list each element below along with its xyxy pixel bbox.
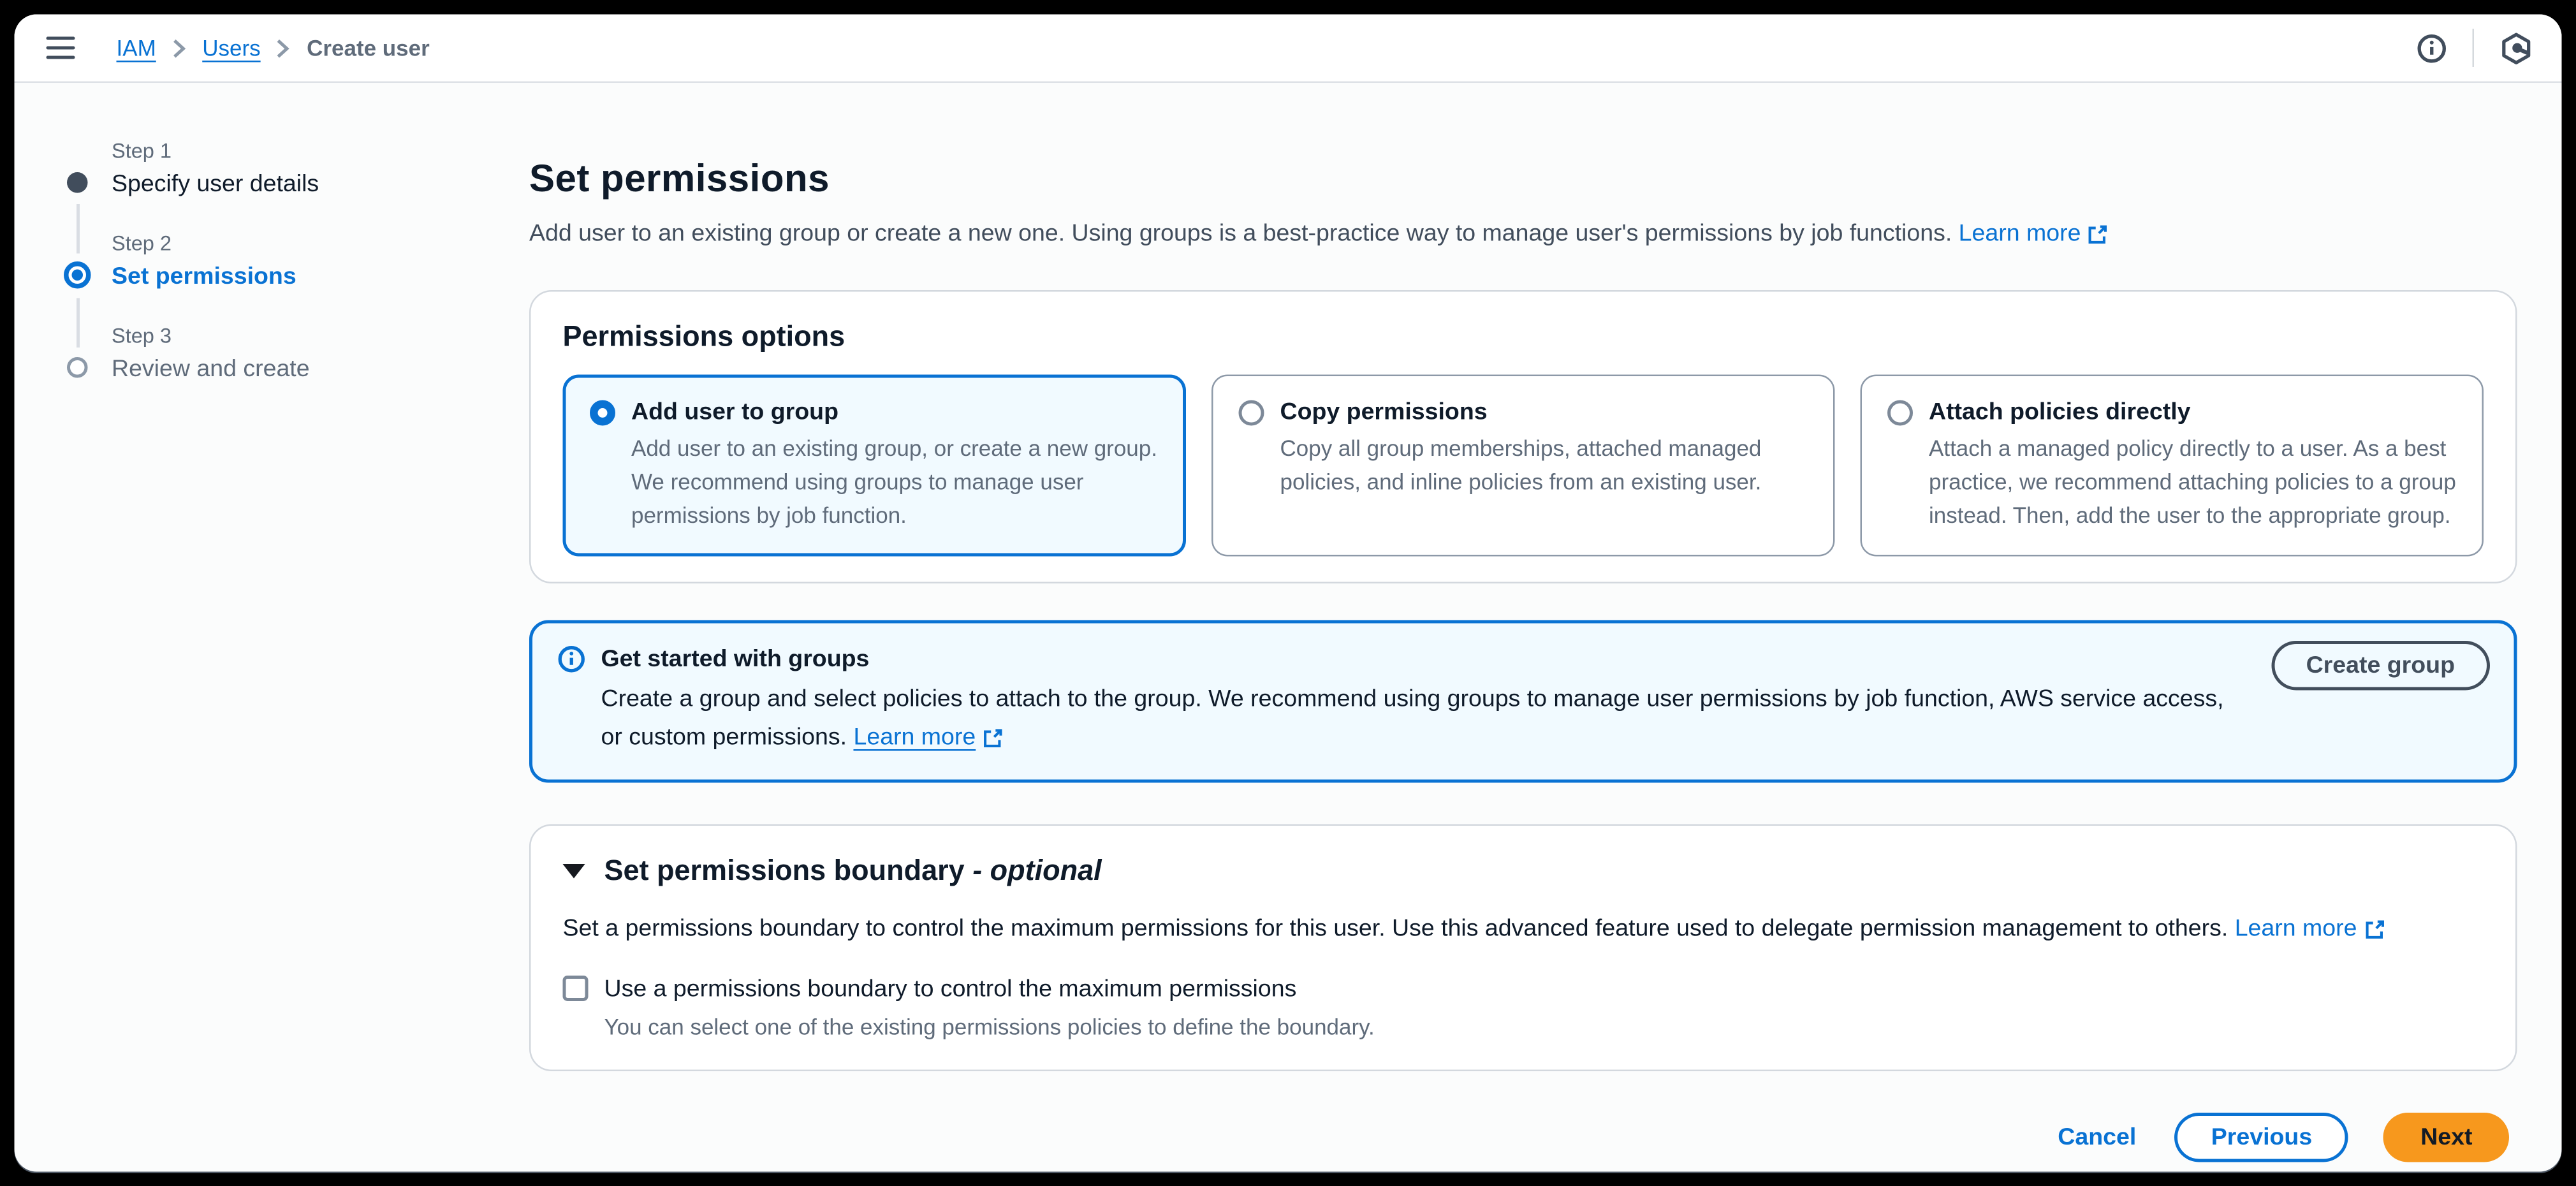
cancel-button[interactable]: Cancel [2054,1116,2139,1159]
previous-button[interactable]: Previous [2174,1113,2348,1162]
learn-more-link[interactable] [1959,217,2108,252]
breadcrumb-link-iam[interactable]: IAM [116,35,156,61]
breadcrumb [117,35,430,61]
external-link-icon [2363,919,2384,940]
create-group-button[interactable]: Create group [2271,641,2490,691]
page-title: Set permissions [529,157,830,201]
boundary-heading [604,851,1102,890]
boundary-checkbox-help: You can select one of the existing permissions policies to define the boundary. [604,1014,1375,1039]
external-link-icon [2087,224,2108,245]
learn-more-label: Learn more [2234,915,2357,942]
boundary-description-text: Set a permissions boundary to control the maximum permissions for this user. Use this advanced feature used to delegate permission management to others. [562,915,2228,942]
step-label: Step 1 [112,138,172,163]
page-description [529,217,2517,252]
boundary-section-toggle[interactable] [563,851,2484,890]
step-label: Step 3 [112,323,172,348]
permissions-options-card [529,290,2517,583]
checkbox-unchecked-icon[interactable] [563,976,589,1001]
tile-description: Copy all group memberships, attached managed policies, and inline policies from an existing user. [1280,435,1762,494]
alert-body-line1: Create a group and select policies to attach to the group. We recommend using groups to manage user permissions by job function, AWS service access, [601,685,2224,713]
page-description-text: Add user to an existing group or create a new one. Using groups is a best-practice way to manage user's permissions by job functions. [529,220,1952,247]
main-content [529,83,2517,1162]
learn-more-link[interactable] [853,719,1002,758]
radio-unselected-icon[interactable] [1239,399,1264,425]
hexagon-badge-icon[interactable] [2499,31,2533,65]
topbar-divider [2473,29,2475,67]
boundary-heading-text: Set permissions boundary [604,854,965,886]
boundary-description [563,912,2484,947]
breadcrumb-chevron-icon [172,38,187,59]
tile-title: Add user to group [631,399,838,426]
tile-copy-permissions[interactable] [1211,375,1835,557]
alert-body-line2: or custom permissions. [601,724,847,751]
tile-description: Add user to an existing group, or create a new group. We recommend using groups to manage user permissions by job function. [631,435,1157,528]
permissions-boundary-card [529,824,2517,1072]
top-navigation-bar [15,15,2562,84]
step-item-review-and-create[interactable] [67,324,506,397]
breadcrumb-chevron-icon [277,38,291,59]
radio-selected-icon[interactable] [590,399,615,425]
wizard-steps-nav [67,139,506,416]
external-link-icon [982,728,1003,749]
step-item-specify-user-details[interactable] [67,139,506,212]
tile-title: Attach policies directly [1929,399,2191,426]
tile-title: Copy permissions [1280,399,1488,426]
tile-add-user-to-group[interactable] [563,375,1187,557]
app-window [15,15,2562,1172]
info-icon[interactable] [2417,33,2447,63]
tile-description: Attach a managed policy directly to a user. As a best practice, we recommend attaching policies to a group instead. Then, add the user to the appropriate group. [1929,435,2456,528]
learn-more-label: Learn more [1958,220,2081,247]
topbar-actions [2417,29,2533,67]
step-bullet-done [67,172,88,193]
radio-unselected-icon[interactable] [1887,399,1913,425]
hamburger-menu-icon[interactable] [43,33,78,62]
permissions-options-heading: Permissions options [562,320,845,353]
caret-down-icon [563,863,585,878]
learn-more-label: Learn more [853,724,976,751]
info-icon [558,646,585,758]
breadcrumb-link-users[interactable]: Users [202,35,261,61]
boundary-optional-label: - optional [972,854,1102,886]
wizard-footer-actions [529,1113,2517,1162]
alert-content [601,643,2224,758]
step-title: Specify user details [112,170,319,198]
alert-body [601,681,2224,758]
learn-more-link[interactable] [2235,912,2384,947]
step-title: Review and create [112,355,310,383]
step-bullet-active [64,261,91,289]
step-label: Step 2 [112,231,172,255]
step-title: Set permissions [112,263,296,290]
permissions-tiles [563,375,2484,557]
boundary-checkbox-label[interactable]: Use a permissions boundary to control the maximum permissions [604,976,1297,1003]
breadcrumb-current: Create user [307,35,430,61]
tile-attach-policies-directly[interactable] [1861,375,2484,557]
boundary-checkbox-row [563,972,2484,1006]
step-item-set-permissions[interactable] [67,231,506,305]
alert-title: Get started with groups [601,645,870,673]
get-started-with-groups-alert [529,620,2517,783]
step-bullet-upcoming [67,357,88,378]
next-button[interactable]: Next [2384,1113,2509,1162]
